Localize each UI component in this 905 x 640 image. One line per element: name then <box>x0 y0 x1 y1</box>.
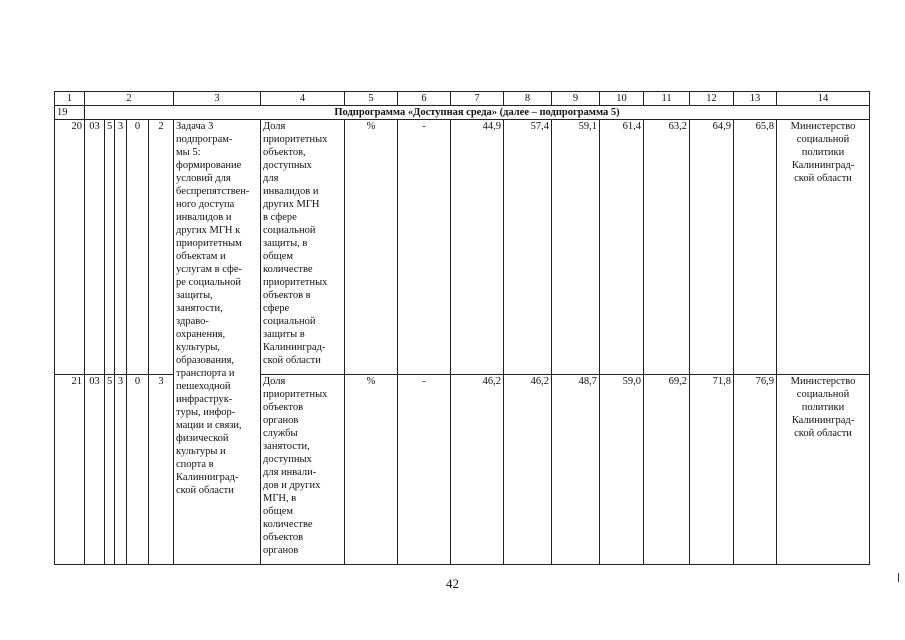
value-cell: 57,4 <box>504 120 552 375</box>
text-line: Задача 3 <box>176 121 214 132</box>
code-cell: 5 <box>105 120 115 375</box>
task-description <box>174 120 261 565</box>
text-line: мации и связи, <box>176 420 242 431</box>
text-line: услугам в сфе- <box>176 264 242 275</box>
col-5-header: 5 <box>345 92 398 106</box>
text-line: занятости, <box>263 441 310 452</box>
subprogram-number: 19 <box>55 106 85 120</box>
responsible-ministry-text <box>779 375 867 440</box>
text-line: политики <box>801 402 845 413</box>
value-cell: 63,2 <box>644 120 690 375</box>
text-line: для <box>263 173 279 184</box>
text-line: Министерство <box>790 121 856 132</box>
value-cell: 59,0 <box>600 375 644 565</box>
text-line: охранения, <box>176 329 226 340</box>
text-line: пешеходной <box>176 381 231 392</box>
text-line: доступных <box>263 454 312 465</box>
base-value-cell: - <box>398 120 451 375</box>
text-line: инфраструк- <box>176 394 233 405</box>
text-line: защиты в <box>263 329 305 340</box>
col-14-header: 14 <box>777 92 870 106</box>
text-line: общем <box>263 506 293 517</box>
indicators-table <box>54 91 870 565</box>
text-line: в сфере <box>263 212 297 223</box>
col-10-header: 10 <box>600 92 644 106</box>
code-cell: 3 <box>149 375 174 565</box>
scan-edge-mark <box>898 573 899 582</box>
text-line: объектов, <box>263 147 306 158</box>
row-number: 21 <box>55 375 85 565</box>
col-1-header: 1 <box>55 92 85 106</box>
text-line: здраво- <box>176 316 209 327</box>
text-line: политики <box>801 147 845 158</box>
text-line: объектов в <box>263 290 311 301</box>
col-4-header: 4 <box>261 92 345 106</box>
text-line: социальной <box>796 389 850 400</box>
value-cell: 44,9 <box>451 120 504 375</box>
task-description-text <box>176 120 258 497</box>
code-cell: 0 <box>127 375 149 565</box>
text-line: подпрограм- <box>176 134 233 145</box>
text-line: ской области <box>794 428 852 439</box>
text-line: дов и других <box>263 480 321 491</box>
col-2-header: 2 <box>85 92 174 106</box>
text-line: доступных <box>263 160 312 171</box>
indicator-description-text <box>263 120 342 367</box>
value-cell: 71,8 <box>690 375 734 565</box>
indicator-description <box>261 120 345 375</box>
text-line: приоритетных <box>263 389 328 400</box>
text-line: приоритетных <box>263 134 328 145</box>
code-cell: 3 <box>115 375 127 565</box>
text-line: транспорта и <box>176 368 235 379</box>
text-line: Калининград- <box>263 342 326 353</box>
text-line: для инвали- <box>263 467 317 478</box>
text-line: спорта в <box>176 459 214 470</box>
text-line: МГН, в <box>263 493 297 504</box>
text-line: приоритетным <box>176 238 242 249</box>
code-cell: 03 <box>85 120 105 375</box>
text-line: Доля <box>263 376 286 387</box>
text-line: ного доступа <box>176 199 235 210</box>
code-cell: 0 <box>127 120 149 375</box>
value-cell: 69,2 <box>644 375 690 565</box>
text-line: инвалидов и <box>263 186 319 197</box>
text-line: занятости, <box>176 303 223 314</box>
subprogram-row <box>55 106 870 120</box>
text-line: Калининград- <box>791 415 855 426</box>
text-line: социальной <box>263 316 316 327</box>
text-line: социальной <box>796 134 850 145</box>
text-line: образования, <box>176 355 235 366</box>
col-3-header: 3 <box>174 92 261 106</box>
text-line: сфере <box>263 303 290 314</box>
text-line: условий для <box>176 173 231 184</box>
code-cell: 03 <box>85 375 105 565</box>
col-9-header: 9 <box>552 92 600 106</box>
page-number: 42 <box>446 576 459 591</box>
value-cell: 76,9 <box>734 375 777 565</box>
text-line: инвалидов и <box>176 212 232 223</box>
text-line: объектов <box>263 402 304 413</box>
value-cell: 65,8 <box>734 120 777 375</box>
col-11-header: 11 <box>644 92 690 106</box>
text-line: других МГН <box>263 199 320 210</box>
unit-cell: % <box>345 120 398 375</box>
text-line: культуры и <box>176 446 226 457</box>
text-line: общем <box>263 251 293 262</box>
subprogram-title: Подпрограмма «Доступная среда» (далее – подпрограмма 5) <box>85 106 870 120</box>
text-line: Министерство <box>790 376 856 387</box>
indicator-description-text <box>263 375 342 557</box>
col-6-header: 6 <box>398 92 451 106</box>
text-line: мы 5: <box>176 147 201 158</box>
indicator-description <box>261 375 345 565</box>
responsible-ministry <box>777 375 870 565</box>
value-cell: 61,4 <box>600 120 644 375</box>
text-line: защиты, в <box>263 238 308 249</box>
text-line: ской области <box>176 485 234 496</box>
text-line: органов <box>263 415 299 426</box>
text-line: Калининград- <box>791 160 855 171</box>
code-cell: 3 <box>115 120 127 375</box>
value-cell: 46,2 <box>451 375 504 565</box>
text-line: культуры, <box>176 342 221 353</box>
col-8-header: 8 <box>504 92 552 106</box>
text-line: Калинииград- <box>176 472 239 483</box>
text-line: объектам и <box>176 251 226 262</box>
text-line: ской области <box>263 355 321 366</box>
text-line: количестве <box>263 519 313 530</box>
base-value-cell: - <box>398 375 451 565</box>
value-cell: 48,7 <box>552 375 600 565</box>
col-7-header: 7 <box>451 92 504 106</box>
col-13-header: 13 <box>734 92 777 106</box>
code-cell: 2 <box>149 120 174 375</box>
value-cell: 64,9 <box>690 120 734 375</box>
unit-cell: % <box>345 375 398 565</box>
text-line: других МГН к <box>176 225 241 236</box>
responsible-ministry <box>777 120 870 375</box>
text-line: количестве <box>263 264 313 275</box>
text-line: органов <box>263 545 299 556</box>
value-cell: 59,1 <box>552 120 600 375</box>
text-line: ре социальной <box>176 277 241 288</box>
text-line: формирование <box>176 160 242 171</box>
text-line: Доля <box>263 121 286 132</box>
text-line: защиты, <box>176 290 213 301</box>
text-line: беспрепятствен- <box>176 186 250 197</box>
text-line: приоритетных <box>263 277 328 288</box>
text-line: туры, инфор- <box>176 407 236 418</box>
text-line: службы <box>263 428 298 439</box>
column-number-row <box>55 92 870 106</box>
responsible-ministry-text <box>779 120 867 185</box>
col-12-header: 12 <box>690 92 734 106</box>
table-row <box>55 120 870 375</box>
text-line: физической <box>176 433 229 444</box>
code-cell: 5 <box>105 375 115 565</box>
row-number: 20 <box>55 120 85 375</box>
text-line: социальной <box>263 225 316 236</box>
text-line: ской области <box>794 173 852 184</box>
text-line: объектов <box>263 532 304 543</box>
value-cell: 46,2 <box>504 375 552 565</box>
